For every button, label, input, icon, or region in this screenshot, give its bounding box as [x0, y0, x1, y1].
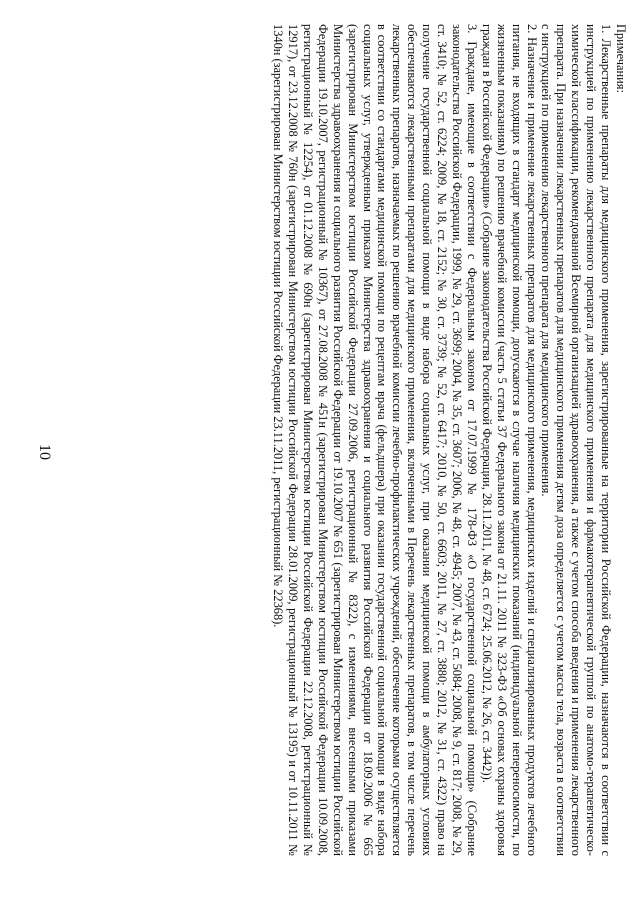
note-item-2: 2. Назначение и применение лекарственных препаратов для медицинского применения, медицинских изделий и специализированных продуктов лечебного питания, не входящих в стандарт медицинской помощи, допускаются в случае наличия медицинских показаний (индивидуальной непереносимости, по жизненным показаниям) по решению врачебной комиссии (часть 5 статьи 37 Федерального закона от 21.11. 2011 № 323-ФЗ «Об основах охраны здоровья граждан в Российской Федерации» (Собрание законодательства Российской Федерации, 28.11.2011, № 48, ст. 6724; 25.06.2012, № 26, ст. 3442)). [479, 24, 539, 856]
note-item-1: 1. Лекарственные препараты для медицинского применения, зарегистрированные на территории Российской Федерации, назначаются в соответствии с инструкцией по применению лекарственного препарата для медицинского применения и фармакотерапевтической группой по анатомо-терапевтическо-химической классификации, рекомендованной Всемирной организацией здравоохранения, а также с учетом способа введения и применения лекарственного препарата. При назначении лекарственных препаратов для медицинского применения детям доза определяется с учетом массы тела, возраста в соответствии с инструкцией по применению лекарственного препарата для медицинского применения. [539, 24, 614, 856]
notes-section [62, 24, 628, 856]
notes-heading: Примечания: [614, 24, 628, 93]
note-item-3: 3. Граждане, имеющие в соответствии с Федеральным законом от 17.07.1999 № 178-ФЗ «О государственной социальной помощи» (Собрание законодательства Российской Федерации, 1999, № 29, ст. 3699; 2004, № 35, ст. 3607; 2006, № 48, ст. 4945; 2007, № 43, ст. 5084; 2008, № 9, ст. 817; 2008, № 29, ст. 3410; № 52, ст. 6224; 2009, № 18, ст. 2152; № 30, ст. 3739; № 52, ст. 6417; 2010, № 50, ст. 6603; 2011, № 27, ст. 3880; 2012, № 31, ст. 4322) право на получение государственной социальной помощи в виде набора социальных услуг, при оказании медицинской помощи в амбулаторных условиях обеспечиваются лекарственными препаратами для медицинского применения, включенными в Перечень лекарственных препаратов, в том числе перечень лекарственных препаратов, назначаемых по решению врачебной комиссии лечебно-профилактических учреждений, обеспечение которыми осуществляется в соответствии со стандартами медицинской помощи по рецептам врача (фельдшера) при оказании государственной социальной помощи в виде набора социальных услуг, утвержденным приказом Министерства здравоохранения и социального развития Российской Федерации от 18.09.2006 № 665 (зарегистрирован Министерством юстиции Российской Федерации 27.09.2006, регистрационный № 8322), с изменениями, внесенными приказами Министерства здравоохранения и социального развития Российской Федерации от 19.10.2007 № 651 (зарегистрирован Министерством юстиции Российской Федерации 19.10.2007, регистрационный № 10367), от 27.08.2008 № 451н (зарегистрирован Министерством юстиции Российской Федерации 10.09.2008, регистрационный № 12254), от 01.12.2008 № 690н (зарегистрирован Министерством юстиции Российской Федерации 22.12.2008, регистрационный № 12917), от 23.12.2008 № 760н (зарегистрирован Министерством юстиции Российской Федерации 28.01.2009, регистрационный № 13195) и от 10.11.2011 № 1340н (зарегистрирован Министерством юстиции Российской Федерации 23.11.2011, регистрационный № 22368). [271, 24, 479, 856]
page-number: 10 [36, 444, 53, 460]
